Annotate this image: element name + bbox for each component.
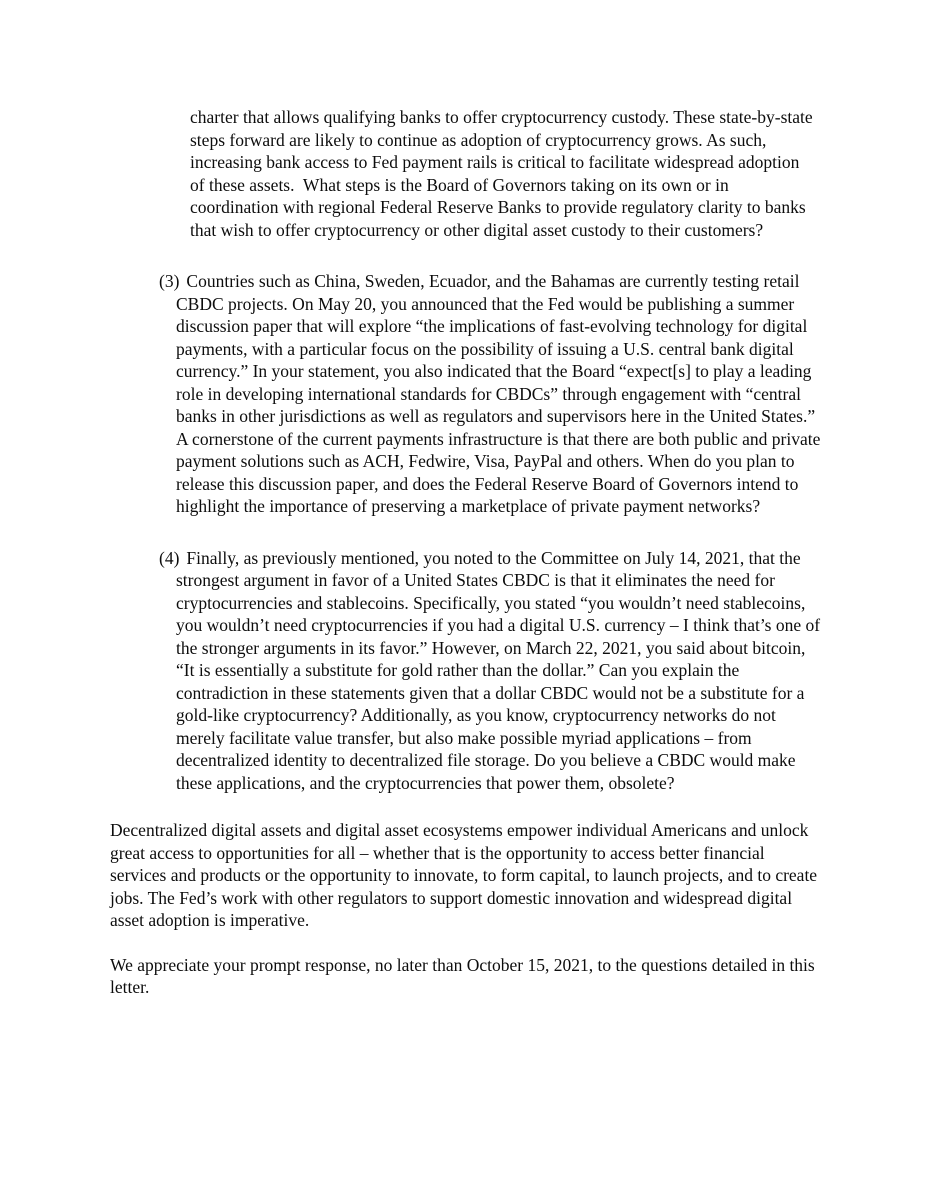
numbered-item-4-marker: (4) xyxy=(159,547,180,568)
numbered-item-3-marker: (3) xyxy=(159,271,180,291)
numbered-item-4 xyxy=(159,547,825,795)
paragraph-item2-continuation: charter that allows qualifying banks to offer cryptocurrency custody. These state-by-state steps forward are likely to continue as adoption of cryptocurrency grows. As such, increasing bank access to Fed payment rails is critical to facilitate widespread adoption of these assets. What steps is the Board of Governors taking on its own or in coordination with regional Federal Reserve Banks to provide regulatory clarity to banks that wish to offer cryptocurrency or other digital asset custody to their customers? xyxy=(190,107,818,240)
closing-paragraph-1: Decentralized digital assets and digital asset ecosystems empower individual Americans and unlock great access to opportunities for all – whether that is the opportunity to access better financial services and products or the opportunity to innovate, to form capital, to launch projects, and to create jobs. The Fed’s work with other regulators to support domestic innovation and widespread digital asset adoption is imperative. xyxy=(110,820,822,930)
closing-paragraph-2: We appreciate your prompt response, no later than October 15, 2021, to the questions detailed in this letter. xyxy=(110,954,820,997)
numbered-item-3 xyxy=(159,270,825,518)
letter-body xyxy=(110,106,825,999)
numbered-item-3-text: Countries such as China, Sweden, Ecuador, and the Bahamas are currently testing retail CBDC projects. On May 20, you announced that the Fed would be publishing a summer discussion paper that will explore “the implications of fast-evolving technology for digital payments, with a particular focus on the possibility of issuing a U.S. central bank digital currency.” In your statement, you also indicated that the Board “expect[s] to play a leading role in developing international standards for CBDCs” through engagement with “central banks in other jurisdictions as well as regulators and supervisors here in the United States.” A cornerstone of the current payments infrastructure is that there are both public and private payment solutions such as ACH, Fedwire, Visa, PayPal and others. When do you plan to release this discussion paper, and does the Federal Reserve Board of Governors intend to highlight the importance of preserving a marketplace of private payment networks? xyxy=(176,271,825,516)
numbered-item-4-text: Finally, as previously mentioned, you noted to the Committee on July 14, 2021, that the strongest argument in favor of a United States CBDC is that it eliminates the need for cryptocurrencies and stablecoins. Specifically, you stated “you wouldn’t need stablecoins, you wouldn’t need cryptocurrencies if you had a digital U.S. currency – I think that’s one of the stronger arguments in its favor.” However, on March 22, 2021, you said about bitcoin, “It is essentially a substitute for gold rather than the dollar.” Can you explain the contradiction in these statements given that a dollar CBDC would not be a substitute for a gold-like cryptocurrency? Additionally, as you know, cryptocurrency networks do not merely facilitate value transfer, but also make possible myriad applications – from decentralized identity to decentralized file storage. Do you believe a CBDC would make these applications, and the cryptocurrencies that power them, obsolete? xyxy=(176,547,825,793)
